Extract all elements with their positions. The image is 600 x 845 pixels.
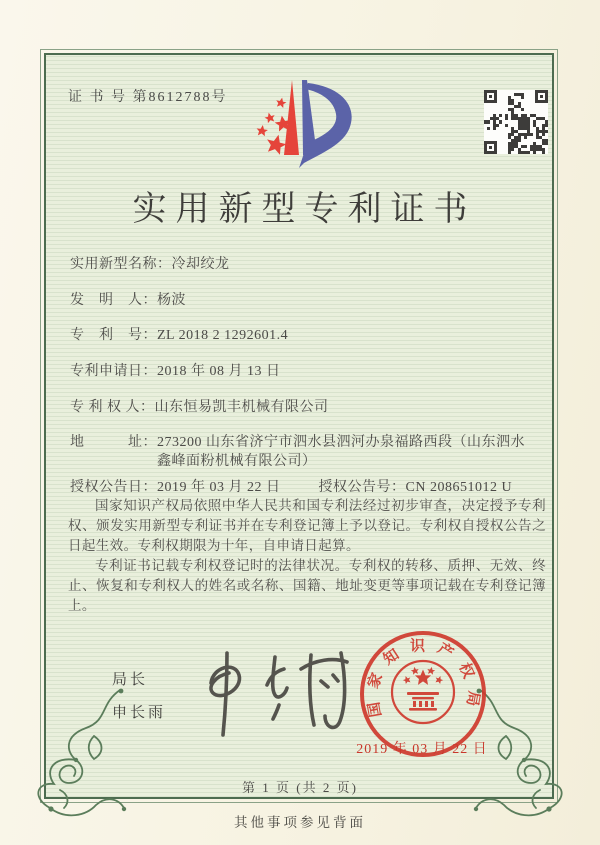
field-label: 专 利 号：	[70, 328, 157, 343]
field-inventor	[70, 291, 186, 310]
qr-code	[484, 90, 548, 154]
field-grant-date	[70, 478, 281, 497]
certificate-number: 证 书 号 第8612788号	[68, 90, 228, 105]
signer-block	[112, 664, 166, 730]
seal-date: 2019 年 03 月 22 日	[356, 742, 488, 757]
field-address	[70, 433, 539, 471]
seal-national-emblem	[392, 661, 454, 723]
field-label: 授权公告号：	[318, 480, 406, 495]
field-label: 授权公告日：	[70, 480, 157, 495]
field-label: 地 址：	[70, 435, 157, 450]
field-grant-number	[319, 478, 513, 497]
field-filing-date	[70, 362, 281, 381]
cnipa-patent-logo	[229, 58, 371, 178]
certificate-title: 实用新型专利证书	[132, 191, 477, 228]
signer-name: 申长雨	[112, 705, 167, 721]
signer-title: 局长	[112, 672, 149, 688]
field-label: 专利申请日：	[70, 364, 157, 379]
signature-autograph	[183, 645, 355, 743]
page-number: 第 1 页 (共 2 页)	[242, 780, 358, 795]
field-value: 273200 山东省济宁市泗水县泗河办泉福路西段（山东泗水鑫峰面粉机械有限公司）	[157, 435, 525, 469]
legal-paragraph-2: 专利证书记载专利权登记时的法律状况。专利权的转移、质押、无效、终止、恢复和专利权人的姓名或名称、国籍、地址变更等事项记载在专利登记簿上。	[68, 558, 546, 613]
legal-paragraph-1: 国家知识产权局依照中华人民共和国专利法经过初步审查，决定授予专利权、颁发实用新型专利证书并在专利登记簿上予以登记。专利权自授权公告之日起生效。专利权期限为十年，自申请日起算。	[68, 498, 546, 553]
footer-note: 其他事项参见背面	[234, 815, 366, 830]
field-value: 冷却绞龙	[171, 257, 230, 272]
field-label: 实用新型名称：	[70, 257, 172, 272]
seal-text: 国家知识产权局	[364, 638, 482, 719]
qr-finder-bottom-left	[484, 141, 497, 154]
field-patentee	[70, 398, 329, 417]
field-value: 2019 年 03 月 22 日	[157, 480, 281, 495]
field-grant-row	[70, 478, 548, 497]
field-utility-model-name	[70, 255, 230, 274]
field-value: 杨波	[157, 293, 186, 308]
field-value: 2018 年 08 月 13 日	[157, 364, 281, 379]
field-value: ZL 2018 2 1292601.4	[157, 328, 289, 343]
field-value: CN 208651012 U	[405, 480, 513, 495]
field-value: 山东恒易凯丰机械有限公司	[154, 400, 329, 415]
qr-finder-top-left	[484, 90, 497, 103]
field-label: 发 明 人：	[70, 293, 157, 308]
field-patent-number	[70, 326, 288, 345]
qr-finder-top-right	[535, 90, 548, 103]
legal-text	[68, 496, 546, 616]
field-label: 专 利 权 人：	[70, 400, 155, 415]
